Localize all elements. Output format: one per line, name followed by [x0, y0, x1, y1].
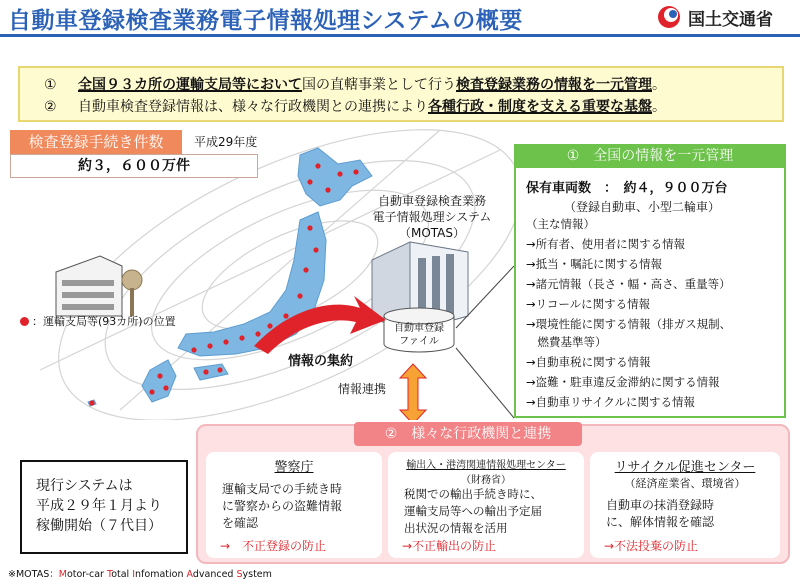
info-item: →自動車税に関する情報: [526, 355, 651, 369]
file-label-line-1: 自動車登録: [394, 323, 444, 334]
agency-result: →不正輸出の防止: [402, 539, 497, 553]
bidirectional-arrow-icon: [400, 364, 426, 420]
summary-num-2: ②: [44, 99, 57, 115]
system-label-line-3: （MOTAS）: [398, 226, 466, 240]
agency-subtitle: （財務省）: [461, 475, 511, 486]
footnote-prefix: ※MOTAS：: [8, 569, 59, 580]
link-label: 情報連携: [338, 382, 387, 396]
summary-period-2: 。: [652, 99, 666, 115]
system-label: [346, 193, 518, 241]
procedures-label: 検査登録手続き件数: [10, 130, 182, 154]
kyushu-shape: [142, 360, 176, 402]
agency-body-line: 税関での輸出手続き時に、: [404, 487, 542, 501]
agency-body: [394, 486, 578, 537]
central-management-panel: [514, 144, 786, 418]
current-system-line-1: 現行システムは: [36, 478, 133, 494]
summary-highlight-1a: 全国９３カ所の運輸支局等において: [78, 77, 302, 93]
red-dot-icon: [20, 317, 29, 326]
file-label: [386, 322, 452, 348]
summary-text-2: 自動車検査登録情報は、様々な行政機関との連携により: [78, 99, 428, 115]
info-item: →リコールに関する情報: [526, 297, 651, 311]
summary-line-1: [44, 74, 666, 94]
info-item: →抵当・嘱託に関する情報: [526, 257, 663, 271]
info-item: →盗難・駐車違反金滞納に関する情報: [526, 375, 720, 389]
agency-result: → 不正登録の防止: [220, 539, 327, 553]
footnote: [8, 566, 272, 580]
agency-card-recycling: [590, 452, 780, 558]
agency-body-line: 運輸支局等への輸出予定届: [404, 504, 542, 518]
summary-box: [18, 66, 784, 122]
ministry-logo: [656, 4, 773, 30]
info-item: →所有者、使用者に関する情報: [526, 237, 686, 251]
info-item: 燃費基準等）: [526, 335, 607, 349]
agency-body: [596, 497, 774, 531]
legend-text: ：運輸支局等(93カ所)の位置: [32, 315, 176, 328]
current-system-line-3: 稼働開始（７代目）: [36, 518, 162, 534]
honshu-shape: [178, 212, 326, 356]
summary-text-1: 国の直轄事業として行う: [302, 77, 456, 93]
system-label-line-1: 自動車登録検査業務: [377, 194, 486, 208]
footnote-word: ystem: [242, 569, 272, 580]
agency-title: 輸出入・港湾関連情報処理センター: [406, 460, 566, 471]
agency-body-line: 運輸支局での手続き時: [222, 482, 343, 496]
footnote-initial: T: [106, 569, 112, 580]
agency-title: リサイクル促進センター: [614, 460, 756, 475]
agency-title: 警察庁: [274, 460, 314, 475]
central-management-heading: ① 全国の情報を一元管理: [514, 144, 786, 168]
agency-body-line: に、解体情報を確認: [606, 515, 715, 529]
summary-line-2: [44, 96, 666, 116]
agency-subtitle: （経済産業省、環境省）: [624, 477, 746, 490]
agency-body: [212, 481, 376, 532]
vehicle-count: 保有車両数 ： 約４，９００万台: [526, 181, 728, 196]
footnote-word: otor-car: [66, 569, 107, 580]
agency-result: →不法投棄の防止: [604, 539, 699, 553]
info-item: →環境性能に関する情報（排ガス規制、: [526, 317, 732, 331]
page-title: 自動車登録検査業務電子情報処理システムの概要: [8, 8, 523, 34]
shikoku-shape: [194, 364, 228, 380]
procedures-year: 平成29年度: [194, 135, 258, 149]
agency-card-customs: [388, 452, 584, 558]
system-label-line-2: 電子情報処理システム: [372, 210, 492, 224]
info-item: →諸元情報（長さ・幅・高さ、重量等）: [526, 277, 731, 291]
agency-body-line: 出状況の情報を活用: [404, 521, 508, 535]
aggregation-label: 情報の集約: [288, 354, 354, 369]
connector-line-bottom: [456, 348, 514, 418]
mlit-emblem-icon: [656, 4, 682, 30]
footnote-initial: S: [236, 569, 243, 580]
agency-body-line: に警察からの盗難情報: [222, 499, 343, 513]
summary-num-1: ①: [44, 77, 57, 93]
summary-highlight-2: 各種行政・制度を支える重要な基盤: [428, 99, 652, 115]
summary-period-1: 。: [652, 77, 666, 93]
agency-body-line: 自動車の抹消登録時: [606, 498, 715, 512]
ministry-name: 国土交通省: [688, 9, 773, 30]
vehicle-count-note: （登録自動車、小型二輪車）: [564, 200, 721, 214]
summary-highlight-1b: 検査登録業務の情報を一元管理: [456, 77, 652, 93]
current-system-line-2: 平成２９年１月より: [36, 498, 162, 514]
agency-body-line: を確認: [222, 516, 259, 530]
office-building-icon: [56, 256, 142, 316]
footnote-word: otal: [111, 569, 133, 580]
footnote-word: dvanced: [192, 569, 237, 580]
procedures-value: 約３，６００万件: [10, 154, 258, 178]
footnote-word: nfomation: [135, 569, 187, 580]
title-underline: [0, 34, 800, 37]
current-system-box: [20, 460, 188, 554]
cooperation-heading: ② 様々な行政機関と連携: [354, 422, 582, 446]
footnote-initial: A: [186, 569, 193, 580]
info-item: （主な情報）: [526, 217, 595, 231]
map-legend: [20, 313, 176, 329]
agency-card-police: [206, 452, 382, 558]
info-item: →自動車リサイクルに関する情報: [526, 395, 696, 409]
file-label-line-2: ファイル: [399, 336, 439, 347]
footnote-initial: M: [58, 569, 67, 580]
footnote-initial: I: [132, 569, 136, 580]
